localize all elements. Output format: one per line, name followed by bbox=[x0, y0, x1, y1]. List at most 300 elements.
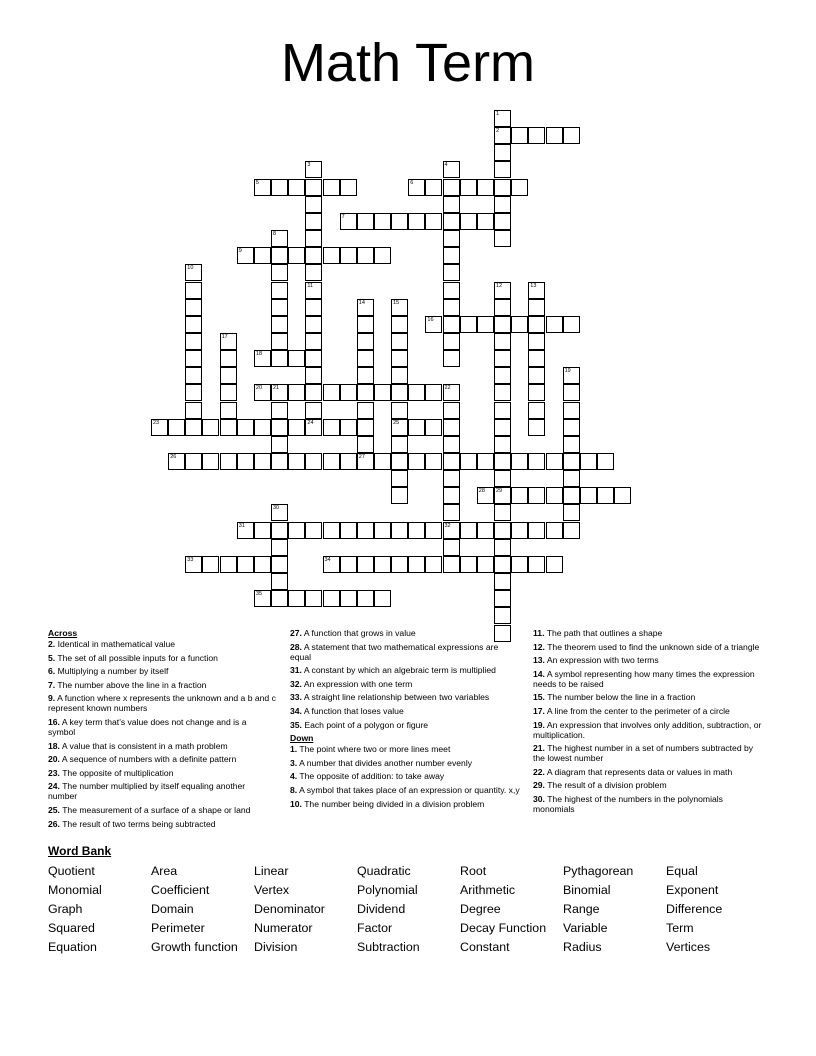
grid-cell[interactable] bbox=[546, 453, 563, 470]
grid-cell[interactable] bbox=[580, 487, 597, 504]
grid-cell[interactable] bbox=[168, 419, 185, 436]
grid-cell[interactable] bbox=[323, 590, 340, 607]
grid-cell[interactable] bbox=[288, 590, 305, 607]
grid-cell[interactable] bbox=[563, 367, 580, 384]
grid-cell[interactable] bbox=[443, 402, 460, 419]
grid-cell[interactable] bbox=[357, 299, 374, 316]
grid-cell[interactable] bbox=[374, 590, 391, 607]
clue-number: 28 bbox=[478, 488, 485, 495]
grid-cell[interactable] bbox=[408, 384, 425, 401]
grid-cell[interactable] bbox=[477, 522, 494, 539]
grid-cell[interactable] bbox=[563, 436, 580, 453]
grid-cell[interactable] bbox=[305, 213, 322, 230]
grid-cell[interactable] bbox=[202, 419, 219, 436]
grid-cell[interactable] bbox=[391, 316, 408, 333]
grid-cell[interactable] bbox=[528, 299, 545, 316]
grid-cell[interactable] bbox=[494, 367, 511, 384]
grid-cell[interactable] bbox=[305, 350, 322, 367]
grid-cell[interactable] bbox=[425, 384, 442, 401]
grid-cell[interactable] bbox=[597, 453, 614, 470]
grid-cell[interactable] bbox=[271, 179, 288, 196]
grid-cell[interactable] bbox=[408, 213, 425, 230]
grid-cell[interactable] bbox=[443, 419, 460, 436]
grid-cell[interactable] bbox=[237, 247, 254, 264]
grid-cell[interactable] bbox=[511, 522, 528, 539]
grid-cell[interactable] bbox=[271, 282, 288, 299]
grid-cell[interactable] bbox=[528, 316, 545, 333]
grid-cell[interactable] bbox=[185, 282, 202, 299]
grid-cell[interactable] bbox=[563, 487, 580, 504]
grid-cell[interactable] bbox=[340, 556, 357, 573]
grid-cell[interactable] bbox=[254, 522, 271, 539]
grid-cell[interactable] bbox=[425, 556, 442, 573]
grid-cell[interactable] bbox=[425, 453, 442, 470]
grid-cell[interactable] bbox=[460, 179, 477, 196]
grid-cell[interactable] bbox=[340, 384, 357, 401]
grid-cell[interactable] bbox=[511, 127, 528, 144]
grid-cell[interactable] bbox=[391, 384, 408, 401]
grid-cell[interactable] bbox=[477, 316, 494, 333]
grid-cell[interactable] bbox=[288, 384, 305, 401]
grid-cell[interactable] bbox=[494, 144, 511, 161]
grid-cell[interactable] bbox=[357, 453, 374, 470]
grid-cell[interactable] bbox=[408, 522, 425, 539]
grid-cell[interactable] bbox=[511, 487, 528, 504]
grid-cell[interactable] bbox=[494, 316, 511, 333]
grid-cell[interactable] bbox=[254, 556, 271, 573]
grid-cell[interactable] bbox=[305, 384, 322, 401]
grid-cell[interactable] bbox=[357, 350, 374, 367]
grid-cell[interactable] bbox=[374, 453, 391, 470]
grid-cell[interactable] bbox=[271, 522, 288, 539]
grid-cell[interactable] bbox=[425, 179, 442, 196]
clue-number: 19 bbox=[564, 368, 571, 375]
grid-cell[interactable] bbox=[546, 556, 563, 573]
grid-cell[interactable] bbox=[185, 453, 202, 470]
clue-text: A symbol that takes place of an expression or quantity. x,y bbox=[299, 784, 520, 795]
grid-cell[interactable] bbox=[357, 402, 374, 419]
grid-cell[interactable] bbox=[254, 419, 271, 436]
grid-cell[interactable] bbox=[494, 333, 511, 350]
word-bank-title: Word Bank bbox=[48, 844, 112, 858]
grid-cell[interactable] bbox=[580, 453, 597, 470]
grid-cell[interactable] bbox=[494, 402, 511, 419]
grid-cell[interactable] bbox=[546, 522, 563, 539]
grid-cell[interactable] bbox=[271, 384, 288, 401]
grid-cell[interactable] bbox=[305, 590, 322, 607]
grid-cell[interactable] bbox=[374, 522, 391, 539]
grid-cell[interactable] bbox=[168, 453, 185, 470]
clue-number: 17 bbox=[221, 333, 228, 340]
clue-number: 21. bbox=[533, 743, 545, 754]
grid-cell[interactable] bbox=[494, 282, 511, 299]
grid-cell[interactable] bbox=[563, 453, 580, 470]
grid-cell[interactable] bbox=[185, 556, 202, 573]
grid-cell[interactable] bbox=[220, 350, 237, 367]
grid-cell[interactable] bbox=[443, 247, 460, 264]
grid-cell[interactable] bbox=[391, 299, 408, 316]
grid-cell[interactable] bbox=[494, 522, 511, 539]
grid-cell[interactable] bbox=[237, 453, 254, 470]
word-bank-item: Constant bbox=[460, 940, 510, 954]
clue-text: The measurement of a surface of a shape or land bbox=[62, 804, 251, 815]
grid-cell[interactable] bbox=[271, 590, 288, 607]
grid-cell[interactable] bbox=[494, 384, 511, 401]
grid-cell[interactable] bbox=[494, 590, 511, 607]
grid-cell[interactable] bbox=[408, 453, 425, 470]
grid-cell[interactable] bbox=[305, 161, 322, 178]
grid-cell[interactable] bbox=[443, 504, 460, 521]
grid-cell[interactable] bbox=[563, 402, 580, 419]
grid-cell[interactable] bbox=[305, 196, 322, 213]
grid-cell[interactable] bbox=[494, 196, 511, 213]
grid-cell[interactable] bbox=[408, 556, 425, 573]
grid-cell[interactable] bbox=[460, 453, 477, 470]
grid-cell[interactable] bbox=[185, 299, 202, 316]
grid-cell[interactable] bbox=[340, 453, 357, 470]
grid-cell[interactable] bbox=[357, 247, 374, 264]
grid-cell[interactable] bbox=[614, 487, 631, 504]
grid-cell[interactable] bbox=[323, 522, 340, 539]
grid-cell[interactable] bbox=[340, 179, 357, 196]
grid-cell[interactable] bbox=[357, 213, 374, 230]
clue-text: The point where two or more lines meet bbox=[299, 744, 451, 755]
grid-cell[interactable] bbox=[477, 487, 494, 504]
clue-number: 15. bbox=[533, 692, 545, 703]
grid-cell[interactable] bbox=[220, 556, 237, 573]
grid-cell[interactable] bbox=[254, 179, 271, 196]
grid-cell[interactable] bbox=[357, 419, 374, 436]
grid-cell[interactable] bbox=[494, 230, 511, 247]
clue-item bbox=[48, 805, 276, 815]
grid-cell[interactable] bbox=[477, 179, 494, 196]
grid-cell[interactable] bbox=[391, 487, 408, 504]
grid-cell[interactable] bbox=[323, 419, 340, 436]
grid-cell[interactable] bbox=[443, 196, 460, 213]
grid-cell[interactable] bbox=[477, 213, 494, 230]
grid-cell[interactable] bbox=[220, 367, 237, 384]
grid-cell[interactable] bbox=[408, 419, 425, 436]
grid-cell[interactable] bbox=[528, 350, 545, 367]
grid-cell[interactable] bbox=[494, 350, 511, 367]
grid-cell[interactable] bbox=[443, 350, 460, 367]
grid-cell[interactable] bbox=[185, 367, 202, 384]
grid-cell[interactable] bbox=[340, 247, 357, 264]
clue-text: A function where x represents the unknown and a b and c represent known numbers bbox=[48, 693, 276, 714]
grid-cell[interactable] bbox=[323, 247, 340, 264]
grid-cell[interactable] bbox=[494, 556, 511, 573]
grid-cell[interactable] bbox=[391, 470, 408, 487]
clue-item bbox=[48, 781, 276, 801]
grid-cell[interactable] bbox=[305, 316, 322, 333]
clue-number: 14 bbox=[358, 299, 365, 306]
grid-cell[interactable] bbox=[425, 213, 442, 230]
grid-cell[interactable] bbox=[443, 264, 460, 281]
grid-cell[interactable] bbox=[271, 230, 288, 247]
grid-cell[interactable] bbox=[271, 316, 288, 333]
grid-cell[interactable] bbox=[288, 419, 305, 436]
clue-number: 15 bbox=[393, 299, 400, 306]
grid-cell[interactable] bbox=[443, 436, 460, 453]
grid-cell[interactable] bbox=[443, 161, 460, 178]
grid-cell[interactable] bbox=[563, 127, 580, 144]
clue-number: 2 bbox=[496, 128, 500, 135]
grid-cell[interactable] bbox=[220, 333, 237, 350]
grid-cell[interactable] bbox=[185, 419, 202, 436]
grid-cell[interactable] bbox=[460, 556, 477, 573]
grid-cell[interactable] bbox=[563, 419, 580, 436]
grid-cell[interactable] bbox=[391, 436, 408, 453]
grid-cell[interactable] bbox=[305, 247, 322, 264]
grid-cell[interactable] bbox=[511, 179, 528, 196]
grid-cell[interactable] bbox=[425, 419, 442, 436]
grid-cell[interactable] bbox=[202, 453, 219, 470]
grid-cell[interactable] bbox=[305, 333, 322, 350]
grid-cell[interactable] bbox=[202, 556, 219, 573]
grid-cell[interactable] bbox=[443, 470, 460, 487]
grid-cell[interactable] bbox=[185, 402, 202, 419]
grid-cell[interactable] bbox=[443, 522, 460, 539]
grid-cell[interactable] bbox=[494, 504, 511, 521]
grid-cell[interactable] bbox=[185, 350, 202, 367]
clue-item bbox=[533, 767, 765, 777]
grid-cell[interactable] bbox=[254, 590, 271, 607]
grid-cell[interactable] bbox=[357, 590, 374, 607]
grid-cell[interactable] bbox=[511, 316, 528, 333]
clue-number: 3 bbox=[307, 162, 311, 169]
grid-cell[interactable] bbox=[271, 556, 288, 573]
grid-cell[interactable] bbox=[494, 110, 511, 127]
grid-cell[interactable] bbox=[528, 419, 545, 436]
grid-cell[interactable] bbox=[443, 539, 460, 556]
grid-cell[interactable] bbox=[443, 213, 460, 230]
grid-cell[interactable] bbox=[288, 247, 305, 264]
grid-cell[interactable] bbox=[271, 419, 288, 436]
grid-cell[interactable] bbox=[340, 522, 357, 539]
grid-cell[interactable] bbox=[391, 453, 408, 470]
grid-cell[interactable] bbox=[271, 299, 288, 316]
grid-cell[interactable] bbox=[271, 264, 288, 281]
grid-cell[interactable] bbox=[323, 179, 340, 196]
grid-cell[interactable] bbox=[494, 487, 511, 504]
grid-cell[interactable] bbox=[185, 316, 202, 333]
grid-cell[interactable] bbox=[271, 350, 288, 367]
clue-text: A sequence of numbers with a definite pattern bbox=[61, 754, 237, 765]
clue-number: 9. bbox=[48, 693, 56, 704]
grid-cell[interactable] bbox=[443, 333, 460, 350]
grid-cell[interactable] bbox=[305, 419, 322, 436]
grid-cell[interactable] bbox=[563, 470, 580, 487]
grid-cell[interactable] bbox=[237, 556, 254, 573]
grid-cell[interactable] bbox=[528, 522, 545, 539]
grid-cell[interactable] bbox=[185, 264, 202, 281]
grid-cell[interactable] bbox=[340, 590, 357, 607]
grid-cell[interactable] bbox=[528, 402, 545, 419]
clue-number: 29 bbox=[496, 488, 503, 495]
clue-text: A straight line relationship between two variables bbox=[303, 692, 490, 703]
grid-cell[interactable] bbox=[494, 436, 511, 453]
clue-text: The opposite of multiplication bbox=[62, 767, 174, 778]
grid-cell[interactable] bbox=[288, 350, 305, 367]
grid-cell[interactable] bbox=[220, 419, 237, 436]
grid-cell[interactable] bbox=[391, 402, 408, 419]
grid-cell[interactable] bbox=[185, 333, 202, 350]
grid-cell[interactable] bbox=[391, 556, 408, 573]
grid-cell[interactable] bbox=[494, 539, 511, 556]
grid-cell[interactable] bbox=[511, 453, 528, 470]
grid-cell[interactable] bbox=[443, 453, 460, 470]
grid-cell[interactable] bbox=[391, 350, 408, 367]
grid-cell[interactable] bbox=[391, 333, 408, 350]
grid-cell[interactable] bbox=[340, 213, 357, 230]
grid-cell[interactable] bbox=[425, 522, 442, 539]
grid-cell[interactable] bbox=[288, 179, 305, 196]
grid-cell[interactable] bbox=[185, 384, 202, 401]
grid-cell[interactable] bbox=[357, 333, 374, 350]
grid-cell[interactable] bbox=[443, 556, 460, 573]
grid-cell[interactable] bbox=[443, 384, 460, 401]
grid-cell[interactable] bbox=[443, 230, 460, 247]
clues-column-3 bbox=[533, 628, 765, 818]
grid-cell[interactable] bbox=[271, 573, 288, 590]
grid-cell[interactable] bbox=[220, 402, 237, 419]
grid-cell[interactable] bbox=[271, 402, 288, 419]
grid-cell[interactable] bbox=[391, 367, 408, 384]
grid-cell[interactable] bbox=[391, 522, 408, 539]
word-bank-item: Quadratic bbox=[357, 864, 411, 878]
grid-cell[interactable] bbox=[271, 453, 288, 470]
grid-cell[interactable] bbox=[494, 161, 511, 178]
grid-cell[interactable] bbox=[374, 384, 391, 401]
grid-cell[interactable] bbox=[305, 522, 322, 539]
grid-cell[interactable] bbox=[305, 264, 322, 281]
grid-cell[interactable] bbox=[443, 282, 460, 299]
grid-cell[interactable] bbox=[323, 556, 340, 573]
grid-cell[interactable] bbox=[528, 453, 545, 470]
grid-cell[interactable] bbox=[494, 607, 511, 624]
grid-cell[interactable] bbox=[151, 419, 168, 436]
grid-cell[interactable] bbox=[563, 316, 580, 333]
grid-cell[interactable] bbox=[528, 556, 545, 573]
grid-cell[interactable] bbox=[528, 487, 545, 504]
clue-text: The path that outlines a shape bbox=[546, 628, 663, 638]
grid-cell[interactable] bbox=[254, 384, 271, 401]
grid-cell[interactable] bbox=[443, 487, 460, 504]
clue-number: 13. bbox=[533, 655, 545, 666]
grid-cell[interactable] bbox=[477, 556, 494, 573]
grid-cell[interactable] bbox=[305, 179, 322, 196]
grid-cell[interactable] bbox=[546, 487, 563, 504]
grid-cell[interactable] bbox=[546, 316, 563, 333]
grid-cell[interactable] bbox=[528, 127, 545, 144]
clue-number: 35. bbox=[290, 719, 302, 730]
grid-cell[interactable] bbox=[391, 419, 408, 436]
grid-cell[interactable] bbox=[443, 316, 460, 333]
clue-item bbox=[48, 754, 276, 764]
grid-cell[interactable] bbox=[494, 573, 511, 590]
grid-cell[interactable] bbox=[494, 470, 511, 487]
grid-cell[interactable] bbox=[271, 333, 288, 350]
grid-cell[interactable] bbox=[563, 504, 580, 521]
grid-cell[interactable] bbox=[443, 299, 460, 316]
grid-cell[interactable] bbox=[477, 453, 494, 470]
clue-number: 35 bbox=[255, 591, 263, 598]
grid-cell[interactable] bbox=[357, 436, 374, 453]
grid-cell[interactable] bbox=[494, 179, 511, 196]
grid-cell[interactable] bbox=[357, 384, 374, 401]
grid-cell[interactable] bbox=[460, 522, 477, 539]
grid-cell[interactable] bbox=[254, 350, 271, 367]
grid-cell[interactable] bbox=[374, 247, 391, 264]
grid-cell[interactable] bbox=[271, 436, 288, 453]
grid-cell[interactable] bbox=[597, 487, 614, 504]
grid-cell[interactable] bbox=[254, 453, 271, 470]
grid-cell[interactable] bbox=[254, 247, 271, 264]
grid-cell[interactable] bbox=[408, 179, 425, 196]
grid-cell[interactable] bbox=[528, 282, 545, 299]
grid-cell[interactable] bbox=[460, 316, 477, 333]
grid-cell[interactable] bbox=[305, 367, 322, 384]
grid-cell[interactable] bbox=[425, 316, 442, 333]
grid-cell[interactable] bbox=[528, 333, 545, 350]
grid-cell[interactable] bbox=[305, 402, 322, 419]
grid-cell[interactable] bbox=[305, 453, 322, 470]
grid-cell[interactable] bbox=[391, 213, 408, 230]
grid-cell[interactable] bbox=[374, 213, 391, 230]
grid-cell[interactable] bbox=[288, 522, 305, 539]
grid-cell[interactable] bbox=[237, 522, 254, 539]
grid-cell[interactable] bbox=[271, 539, 288, 556]
grid-cell[interactable] bbox=[357, 367, 374, 384]
grid-cell[interactable] bbox=[357, 556, 374, 573]
grid-cell[interactable] bbox=[494, 127, 511, 144]
clue-item bbox=[290, 758, 520, 768]
grid-cell[interactable] bbox=[340, 419, 357, 436]
grid-cell[interactable] bbox=[237, 419, 254, 436]
grid-cell[interactable] bbox=[460, 213, 477, 230]
grid-cell[interactable] bbox=[528, 367, 545, 384]
grid-cell[interactable] bbox=[374, 556, 391, 573]
grid-cell[interactable] bbox=[305, 230, 322, 247]
grid-cell[interactable] bbox=[288, 453, 305, 470]
grid-cell[interactable] bbox=[271, 504, 288, 521]
grid-cell[interactable] bbox=[494, 213, 511, 230]
grid-cell[interactable] bbox=[563, 384, 580, 401]
grid-cell[interactable] bbox=[494, 299, 511, 316]
grid-cell[interactable] bbox=[563, 522, 580, 539]
grid-cell[interactable] bbox=[305, 282, 322, 299]
grid-cell[interactable] bbox=[323, 453, 340, 470]
grid-cell[interactable] bbox=[305, 299, 322, 316]
grid-cell[interactable] bbox=[494, 419, 511, 436]
grid-cell[interactable] bbox=[494, 453, 511, 470]
grid-cell[interactable] bbox=[528, 384, 545, 401]
clue-text: The number above the line in a fraction bbox=[57, 679, 207, 690]
grid-cell[interactable] bbox=[220, 384, 237, 401]
word-bank-item: Polynomial bbox=[357, 883, 418, 897]
grid-cell[interactable] bbox=[357, 522, 374, 539]
grid-cell[interactable] bbox=[546, 127, 563, 144]
grid-cell[interactable] bbox=[357, 316, 374, 333]
clue-number: 33. bbox=[290, 692, 302, 703]
grid-cell[interactable] bbox=[511, 556, 528, 573]
grid-cell[interactable] bbox=[220, 453, 237, 470]
clue-item bbox=[290, 679, 520, 689]
grid-cell[interactable] bbox=[323, 384, 340, 401]
clue-number: 29. bbox=[533, 780, 545, 791]
grid-cell[interactable] bbox=[271, 247, 288, 264]
grid-cell[interactable] bbox=[443, 179, 460, 196]
